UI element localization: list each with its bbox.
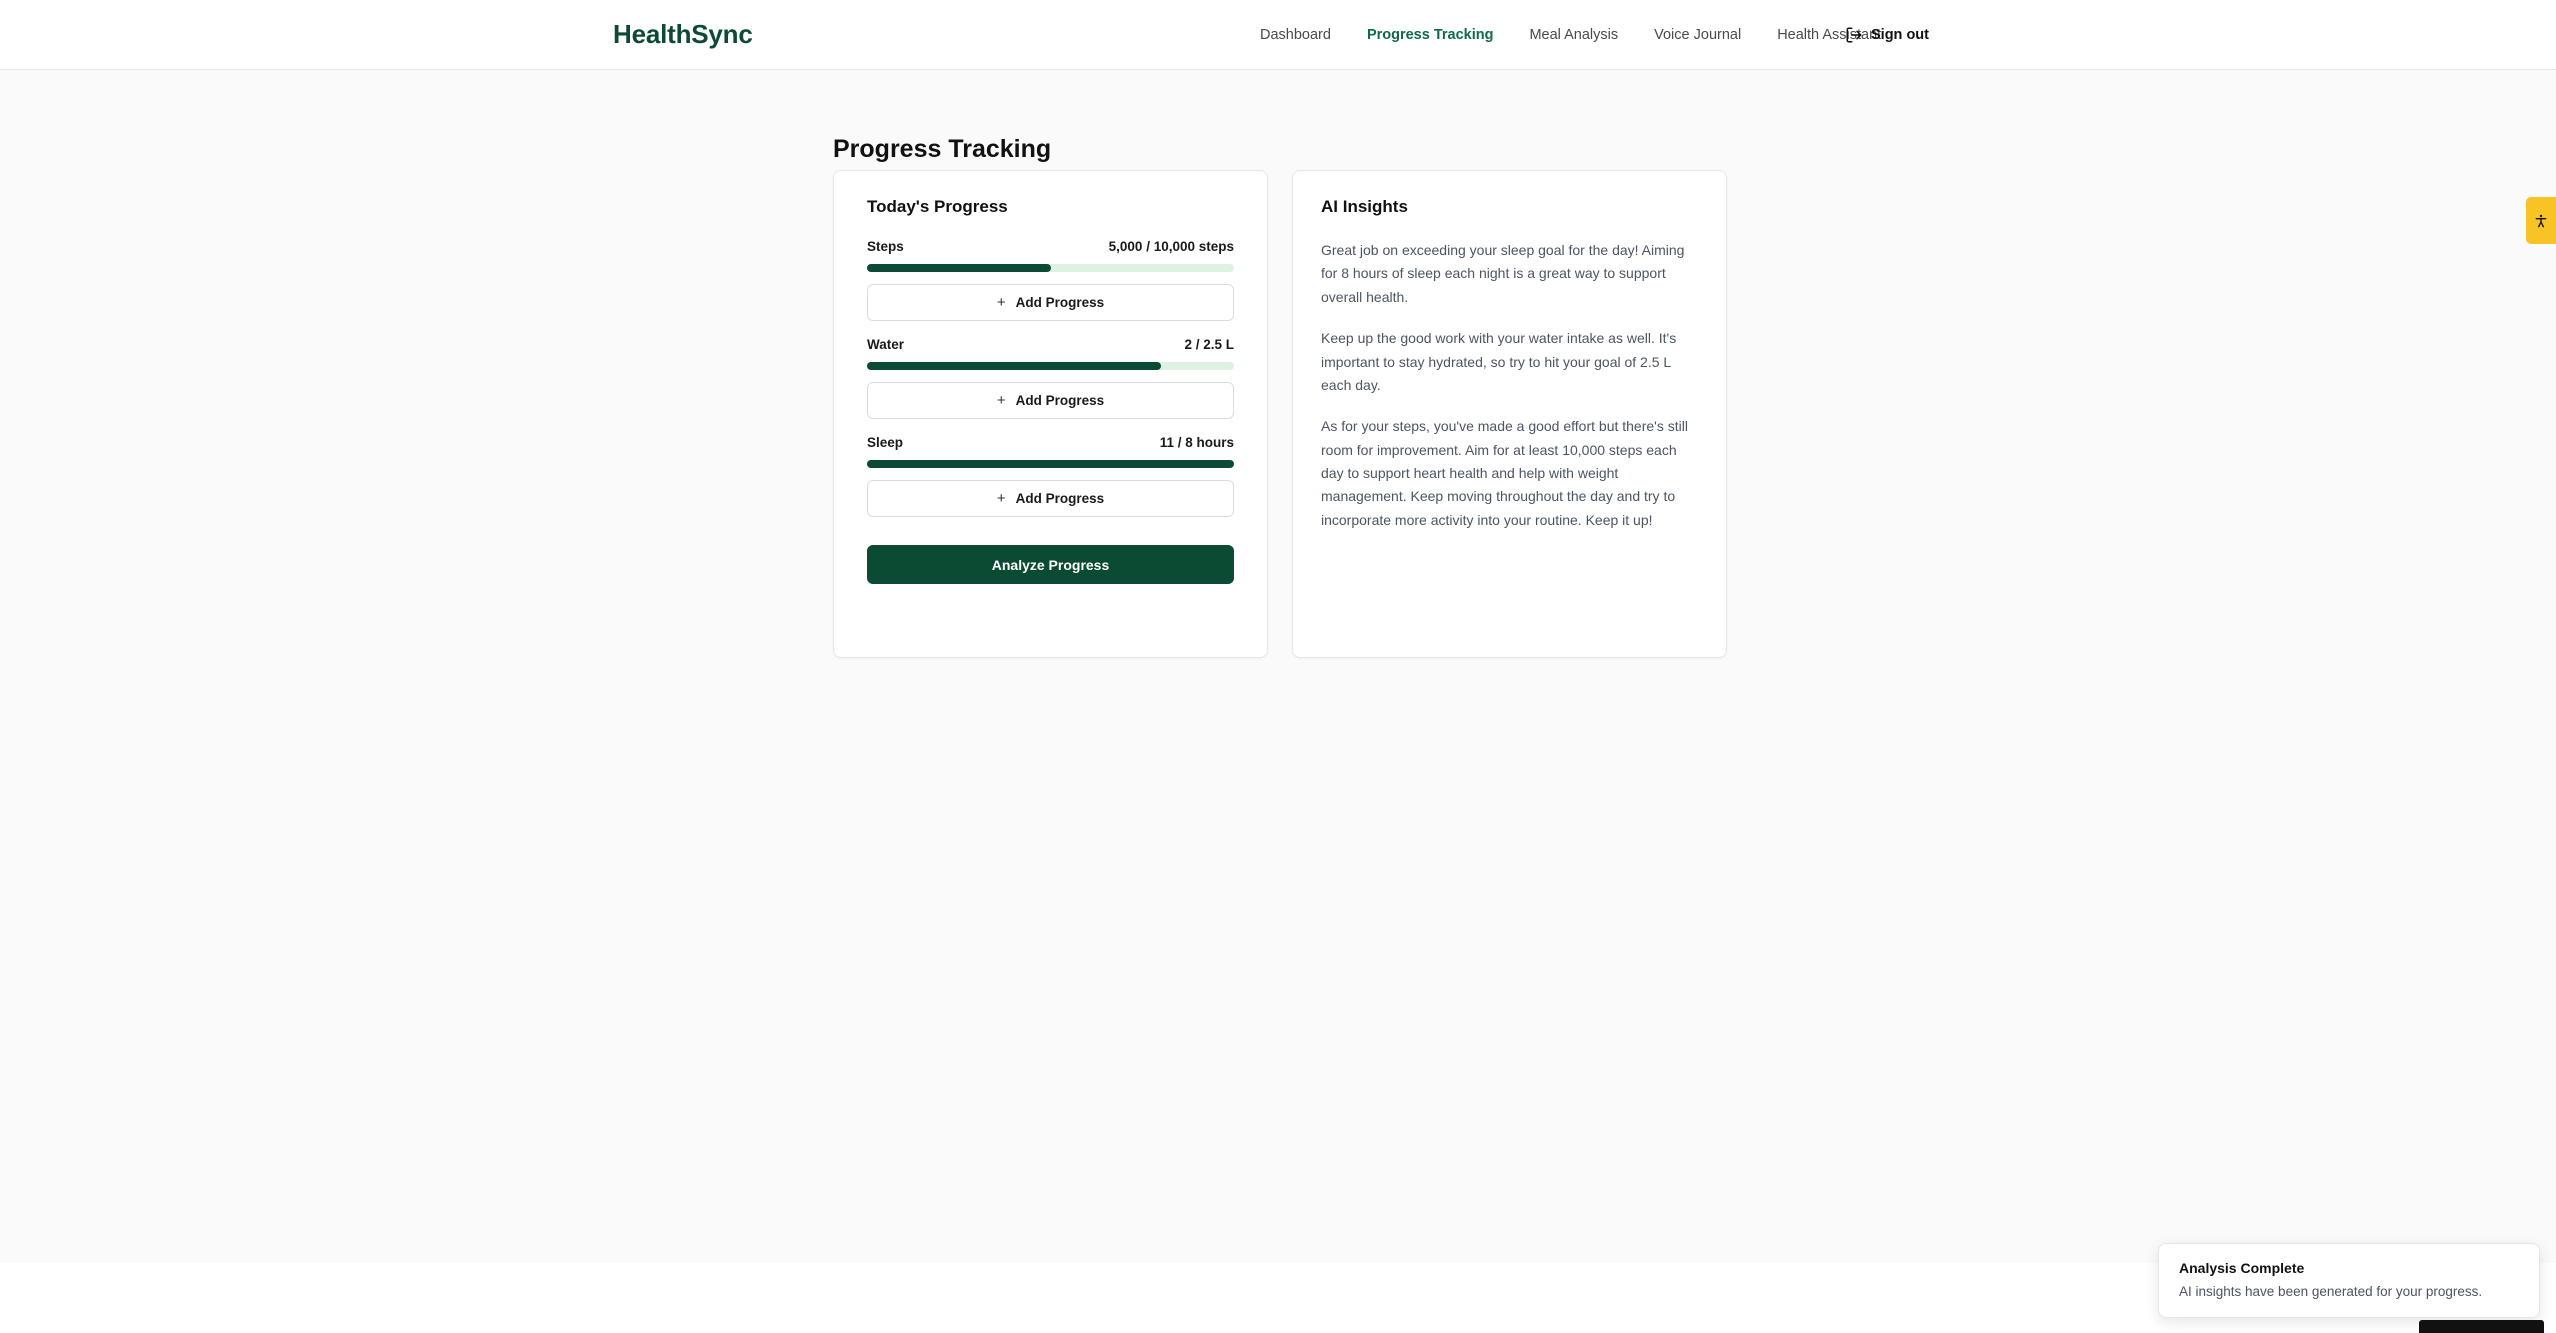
add-progress-steps-label: Add Progress bbox=[1015, 295, 1105, 310]
plus-icon: + bbox=[996, 294, 1006, 311]
plus-icon: + bbox=[996, 392, 1006, 409]
metric-sleep-value: 11 / 8 hours bbox=[1159, 435, 1234, 450]
nav-item-health-assistant[interactable]: Health Assistant bbox=[1777, 26, 1882, 43]
metric-steps-header bbox=[867, 239, 1234, 254]
metric-water-label: Water bbox=[867, 337, 905, 352]
metric-sleep-label: Sleep bbox=[867, 435, 904, 450]
metric-steps-progressbar bbox=[867, 264, 1234, 272]
sign-out-icon bbox=[1845, 26, 1863, 44]
progress-card-title: Today's Progress bbox=[867, 197, 1008, 216]
insight-paragraph: Keep up the good work with your water intake as well. It's important to stay hydrated, so try to hit your goal of 2.5 L each day. bbox=[1321, 330, 1677, 393]
toast-title: Analysis Complete bbox=[2179, 1260, 2305, 1276]
bottom-status-strip bbox=[2419, 1320, 2544, 1333]
nav-item-dashboard[interactable]: Dashboard bbox=[1260, 26, 1331, 43]
metric-steps-label: Steps bbox=[867, 239, 904, 254]
sign-out-label: Sign out bbox=[1871, 26, 1929, 43]
toast-notification bbox=[2158, 1243, 2540, 1318]
insight-paragraph: Great job on exceeding your sleep goal for the day! Aiming for 8 hours of sleep each night is a great way to support overall health. bbox=[1321, 242, 1685, 305]
metric-steps-progress-fill bbox=[867, 264, 1051, 272]
metric-sleep bbox=[867, 435, 1234, 517]
nav-item-meal-analysis[interactable]: Meal Analysis bbox=[1529, 26, 1619, 43]
add-progress-water-label: Add Progress bbox=[1015, 393, 1105, 408]
insights-card-title: AI Insights bbox=[1321, 197, 1408, 216]
sign-out-button[interactable] bbox=[1845, 26, 1929, 44]
todays-progress-card bbox=[833, 170, 1268, 658]
ai-insights-card bbox=[1292, 170, 1727, 658]
page-content bbox=[0, 70, 2556, 1299]
plus-icon: + bbox=[996, 490, 1006, 507]
add-progress-water-button[interactable] bbox=[867, 382, 1234, 419]
nav-item-voice-journal[interactable]: Voice Journal bbox=[1654, 26, 1742, 43]
metric-sleep-progress-fill bbox=[867, 460, 1234, 468]
metric-sleep-progressbar bbox=[867, 460, 1234, 468]
metric-water-progress-fill bbox=[867, 362, 1161, 370]
nav-item-progress-tracking[interactable]: Progress Tracking bbox=[1366, 26, 1494, 43]
analyze-progress-button[interactable]: Analyze Progress bbox=[867, 545, 1234, 584]
primary-nav bbox=[1260, 27, 1881, 43]
accessibility-person-icon bbox=[2533, 213, 2549, 229]
toast-message: AI insights have been generated for your progress. bbox=[2179, 1284, 2483, 1299]
top-navigation-bar bbox=[0, 0, 2556, 70]
metric-steps-value: 5,000 / 10,000 steps bbox=[1108, 239, 1234, 254]
add-progress-sleep-label: Add Progress bbox=[1015, 491, 1105, 506]
accessibility-edge-tab[interactable] bbox=[2526, 197, 2556, 244]
page-title: Progress Tracking bbox=[833, 134, 1052, 163]
metric-sleep-header bbox=[867, 435, 1234, 450]
brand-logo[interactable]: HealthSync bbox=[613, 19, 753, 49]
metric-water-value: 2 / 2.5 L bbox=[1184, 337, 1234, 352]
metric-water bbox=[867, 337, 1234, 419]
metric-water-progressbar bbox=[867, 362, 1234, 370]
insight-paragraph: As for your steps, you've made a good effort but there's still room for improvement. Aim for at least 10,000 steps each day to support heart health and help with weight management. Keep moving throughout the day and try to incorporate more activity into your routine. Keep it up! bbox=[1321, 418, 1688, 528]
metric-water-header bbox=[867, 337, 1234, 352]
add-progress-sleep-button[interactable] bbox=[867, 480, 1234, 517]
metric-steps bbox=[867, 239, 1234, 321]
add-progress-steps-button[interactable] bbox=[867, 284, 1234, 321]
